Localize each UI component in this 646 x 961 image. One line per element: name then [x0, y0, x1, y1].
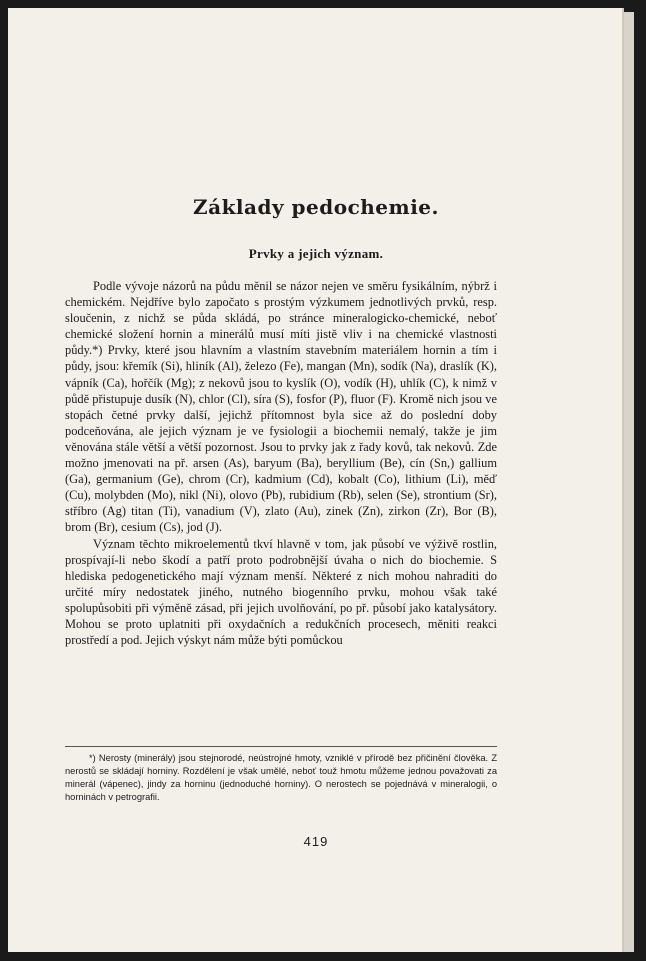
footnote: *) Nerosty (minerály) jsou stejnorodé, neústrojné hmoty, vzniklé v přírodě bez přičinění člověka. Z nerostů se skládají horniny. Rozdělení je však umělé, neboť touž hmotu můžeme jednou považovati za minerál (vápenec), jindy za horninu (jednoduché horniny). O nerostech se pojednává v mineralogii, o horninách v petrografii.: [65, 753, 497, 802]
section-subtitle: Prvky a jejich význam.: [248, 246, 384, 261]
page-title: Základy pedochemie.: [193, 195, 439, 219]
page-number: 419: [303, 834, 329, 849]
paragraph-1: Podle vývoje názorů na půdu měnil se názor nejen ve směru fysikálním, nýbrž i chemickém. Nejdříve bylo započato s prostým výzkumem jednotlivých prvků, resp. sloučenin, z nichž se půda skládá, po stránce mineralogicko-chemické, neboť chemické složení hornin a minerálů musí míti jistě vliv i na chemické vlastnosti půdy.*) Prvky, které jsou hlavním a vlastním stavebním materiálem hornin a tím i půdy, jsou: křemík (Si), hliník (Al), železo (Fe), mangan (Mn), sodík (Na), draslík (K), vápník (Ca), hořčík (Mg); z nekovů jsou to kyslík (O), vodík (H), uhlík (C), k nimž v půdě přistupuje dusík (N), chlor (Cl), síra (S), fosfor (P), fluor (F). Kromě nich jsou ve stopách četné prvky další, jejichž přítomnost byla sice až do poslední doby podceňována, ale jejich význam je ve fysiologii a biochemii nemalý, takže je jim věnována stále větší a větší pozornost. Jsou to prvky jak z řady kovů, tak nekovů. Zde možno jmenovati na př. arsen (As), baryum (Ba), beryllium (Be), cín (Sn,) gallium (Ga), germanium (Ge), chrom (Cr), kadmium (Cd), kobalt (Co), lithium (Li), měď (Cu), molybden (Mo), nikl (Ni), olovo (Pb), rubidium (Rb), selen (Se), strontium (Sr), stříbro (Ag) titan (Ti), vanadium (V), zlato (Au), zinek (Zn), zirkon (Zr), Bor (B), brom (Br), cesium (Cs), jod (J).: [65, 279, 497, 535]
body-text: [65, 278, 497, 648]
paragraph-2: Význam těchto mikroelementů tkví hlavně v tom, jak působí ve výživě rostlin, prospívají-li nebo škodí a patří proto podrobnější úvaha o nich do biochemie. S hlediska pedogenetického mají význam menší. Některé z nich mohou nahraditi do určité míry nedostatek jiného, nutného biogenního prvku, mohou však také spolupůsobiti při výměně zásad, při jejich uvolňování, po př. působí jako katalysátory. Mohou se proto uplatniti při oxydačních a redukčních procesech, měniti reakci prostředí a pod. Jejich výskyt nám může býti pomůckou: [65, 536, 497, 648]
footnote-divider: [65, 746, 497, 747]
book-page: [8, 8, 624, 952]
